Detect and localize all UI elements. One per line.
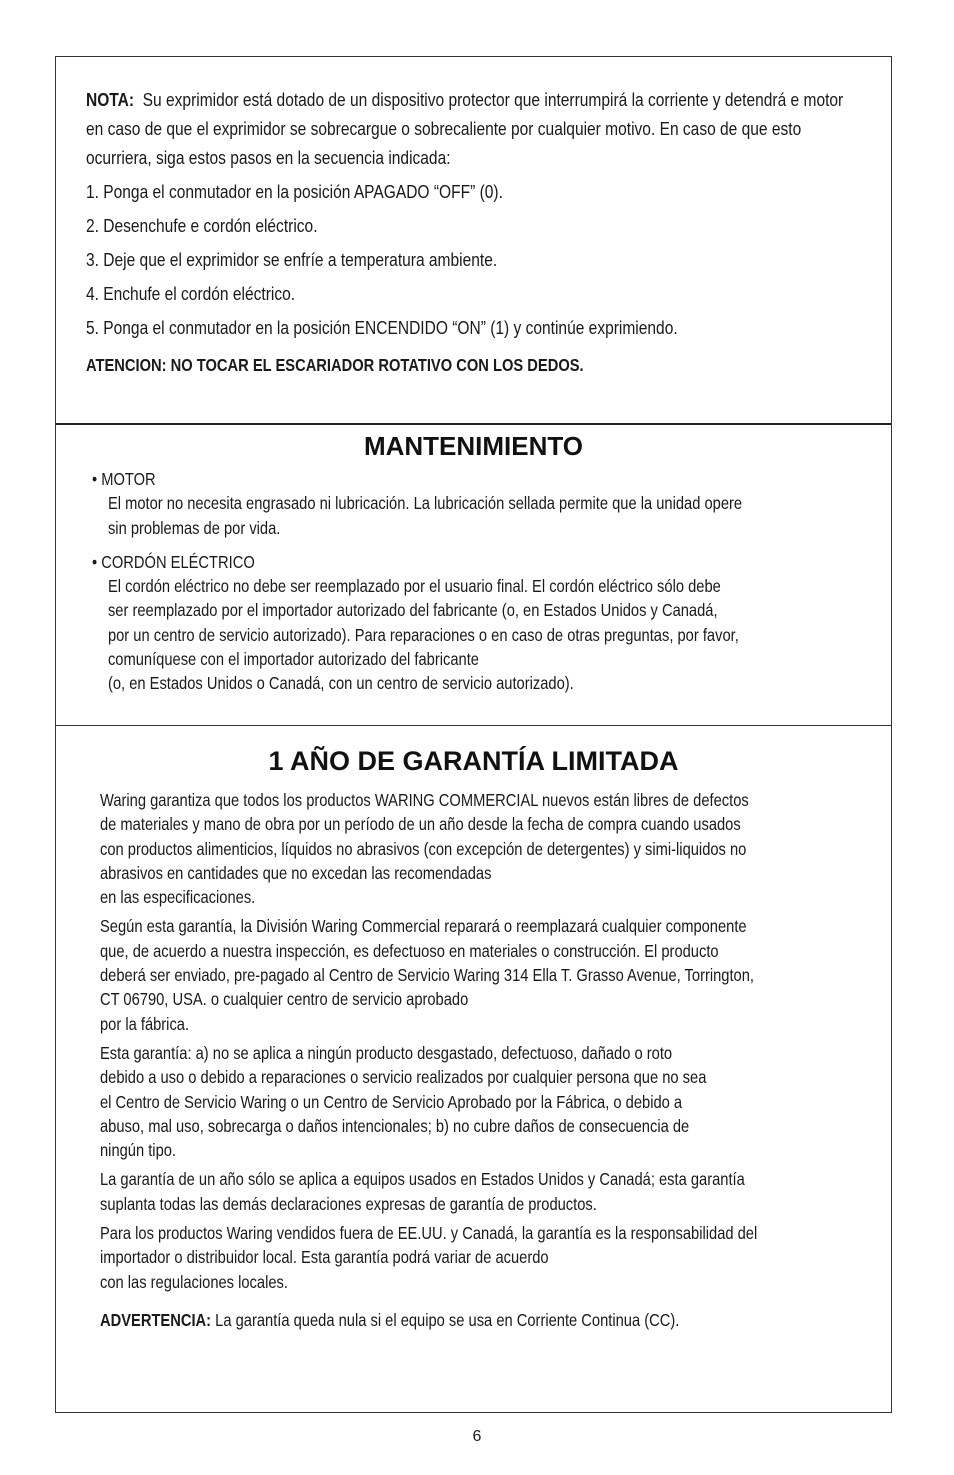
warranty-line: deberá ser enviado, pre-pagado al Centro de Servicio Waring 314 Ella T. Grasso Avenue, Torrington, bbox=[100, 965, 754, 986]
warranty-paragraph bbox=[100, 1221, 881, 1294]
note-label: NOTA: bbox=[86, 89, 135, 110]
warranty-line: abuso, mal uso, sobrecarga o daños intencionales; b) no cubre daños de consecuencia de bbox=[100, 1115, 690, 1136]
maintenance-item-line: comuníquese con el importador autorizado del fabricante bbox=[107, 649, 479, 670]
page-number: 6 bbox=[472, 1428, 482, 1445]
warranty-line: con las regulaciones locales. bbox=[100, 1271, 288, 1292]
maintenance-section bbox=[56, 425, 891, 726]
maintenance-item-line: (o, en Estados Unidos o Canadá, con un centro de servicio autorizado). bbox=[107, 673, 574, 694]
maintenance-item-power-cord bbox=[92, 550, 882, 696]
warranty-line: el Centro de Servicio Waring o un Centro de Servicio Aprobado por la Fábrica, o debido a bbox=[100, 1091, 683, 1112]
content-frame bbox=[55, 56, 892, 1413]
advertencia-label: ADVERTENCIA: bbox=[100, 1309, 212, 1330]
note-step: 1. Ponga el conmutador en la posición APAGADO “OFF” (0). bbox=[86, 181, 503, 202]
maintenance-item-heading: • CORDÓN ELÉCTRICO bbox=[92, 551, 255, 572]
warranty-line: de materiales y mano de obra por un período de un año desde la fecha de compra cuando usados bbox=[100, 814, 741, 835]
note-block bbox=[86, 85, 855, 380]
warranty-paragraph bbox=[100, 1041, 881, 1162]
warranty-line: debido a uso o debido a reparaciones o servicio realizados por cualquier persona que no sea bbox=[100, 1067, 707, 1088]
advertencia-text: La garantía queda nula si el equipo se usa en Corriente Continua (CC). bbox=[215, 1309, 680, 1330]
warranty-heading: 1 AÑO DE GARANTÍA LIMITADA bbox=[268, 746, 679, 776]
warranty-line: suplanta todas las demás declaraciones expresas de garantía de productos. bbox=[100, 1193, 597, 1214]
warranty-advertencia bbox=[100, 1308, 881, 1332]
warranty-paragraph bbox=[100, 914, 881, 1035]
warranty-line: La garantía de un año sólo se aplica a equipos usados en Estados Unidos y Canadá; esta garantía bbox=[100, 1169, 745, 1190]
warranty-section bbox=[56, 726, 891, 1412]
maintenance-item-line: ser reemplazado por el importador autorizado del fabricante (o, en Estados Unidos y Canadá, bbox=[107, 600, 718, 621]
maintenance-item-line: sin problemas de por vida. bbox=[107, 517, 281, 538]
maintenance-item-motor bbox=[92, 467, 882, 540]
warranty-paragraph bbox=[100, 1167, 881, 1216]
warranty-line: abrasivos en cantidades que no excedan las recomendadas bbox=[100, 862, 492, 883]
warranty-line: Según esta garantía, la División Waring Commercial reparará o reemplazará cualquier componente bbox=[100, 916, 747, 937]
warranty-line: con productos alimenticios, líquidos no abrasivos (con excepción de detergentes) y simi-liquidos no bbox=[100, 838, 747, 859]
maintenance-list bbox=[92, 467, 882, 696]
warranty-line: que, de acuerdo a nuestra inspección, es defectuoso en materiales o construcción. El producto bbox=[100, 940, 719, 961]
note-step: 5. Ponga el conmutador en la posición ENCENDIDO “ON” (1) y continúe exprimiendo. bbox=[86, 317, 678, 338]
warranty-line: importador o distribuidor local. Esta garantía podrá variar de acuerdo bbox=[100, 1247, 549, 1268]
note-paragraph bbox=[86, 85, 855, 172]
maintenance-item-line: El motor no necesita engrasado ni lubricación. La lubricación sellada permite que la unidad opere bbox=[107, 493, 743, 514]
note-warning: ATENCION: NO TOCAR EL ESCARIADOR ROTATIVO CON LOS DEDOS. bbox=[86, 355, 584, 375]
warranty-line: Para los productos Waring vendidos fuera de EE.UU. y Canadá, la garantía es la responsabilidad del bbox=[100, 1223, 758, 1244]
warranty-line: Waring garantiza que todos los productos WARING COMMERCIAL nuevos están libres de defectos bbox=[100, 790, 749, 810]
note-text: Su exprimidor está dotado de un dispositivo protector que interrumpirá la corriente y detendrá e motor en caso de que el exprimidor se sobrecargue o sobrecaliente por cualquier motivo. En caso de que esto ocurriera, siga estos pasos en la secuencia indicada: bbox=[86, 89, 844, 168]
warranty-body bbox=[100, 788, 881, 1337]
maintenance-item-line: por un centro de servicio autorizado). Para reparaciones o en caso de otras preguntas, por favor, bbox=[107, 624, 739, 645]
note-section bbox=[56, 57, 891, 425]
warranty-paragraph bbox=[100, 788, 881, 909]
warranty-line: por la fábrica. bbox=[100, 1013, 190, 1034]
note-step: 3. Deje que el exprimidor se enfríe a temperatura ambiente. bbox=[86, 249, 498, 270]
warranty-line: ningún tipo. bbox=[100, 1140, 177, 1161]
warranty-line: CT 06790, USA. o cualquier centro de servicio aprobado bbox=[100, 989, 469, 1010]
note-step: 2. Desenchufe e cordón eléctrico. bbox=[86, 215, 318, 236]
warranty-line: Esta garantía: a) no se aplica a ningún producto desgastado, defectuoso, dañado o roto bbox=[100, 1042, 673, 1063]
warranty-line: en las especificaciones. bbox=[100, 887, 256, 908]
maintenance-heading: MANTENIMIENTO bbox=[363, 431, 584, 461]
maintenance-item-line: El cordón eléctrico no debe ser reemplazado por el usuario final. El cordón eléctrico sólo debe bbox=[107, 576, 721, 597]
note-step: 4. Enchufe el cordón eléctrico. bbox=[86, 283, 296, 304]
maintenance-item-heading: • MOTOR bbox=[92, 469, 156, 489]
